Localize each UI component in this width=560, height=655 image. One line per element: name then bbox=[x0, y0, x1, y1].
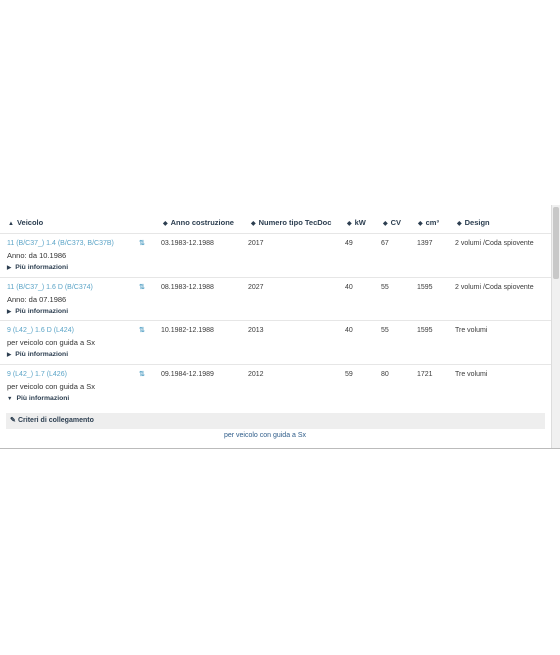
vehicle-note: per veicolo con guida a Sx bbox=[7, 382, 95, 391]
header-tecdoc[interactable]: ◆ Numero tipo TecDoc bbox=[251, 218, 332, 227]
scrollbar[interactable] bbox=[551, 205, 560, 449]
header-vehicle[interactable]: ▲ Veicolo bbox=[8, 218, 44, 227]
tecdoc-cell: 2017 bbox=[248, 240, 264, 247]
cm3-cell: 1397 bbox=[417, 240, 433, 247]
sort-icon: ◆ bbox=[418, 221, 423, 227]
caret-down-icon: ▼ bbox=[7, 396, 13, 402]
kw-cell: 59 bbox=[345, 371, 353, 378]
design-cell: Tre volumi bbox=[455, 371, 488, 378]
criteria-header bbox=[6, 413, 545, 429]
kw-cell: 49 bbox=[345, 240, 353, 247]
cv-cell: 55 bbox=[381, 284, 389, 291]
vehicle-detail-icon[interactable]: ⇅ bbox=[139, 327, 145, 334]
cv-cell: 80 bbox=[381, 371, 389, 378]
vehicle-note: Anno: da 07.1986 bbox=[7, 295, 67, 304]
divider bbox=[0, 233, 552, 234]
sort-icon: ◆ bbox=[457, 221, 462, 227]
vehicle-detail-icon[interactable]: ⇅ bbox=[139, 240, 145, 247]
tecdoc-cell: 2027 bbox=[248, 284, 264, 291]
tecdoc-cell: 2012 bbox=[248, 371, 264, 378]
criteria-text: per veicolo con guida a Sx bbox=[223, 432, 307, 439]
year-cell: 09.1984-12.1989 bbox=[161, 371, 214, 378]
cm3-cell: 1721 bbox=[417, 371, 433, 378]
year-cell: 10.1982-12.1988 bbox=[161, 327, 214, 334]
more-info-toggle[interactable]: ▶ Più informazioni bbox=[7, 308, 69, 315]
kw-cell: 40 bbox=[345, 284, 353, 291]
divider bbox=[0, 364, 552, 365]
cm3-cell: 1595 bbox=[417, 284, 433, 291]
divider bbox=[0, 277, 552, 278]
criteria-title: Criteri di collegamento bbox=[18, 417, 94, 424]
header-cm3[interactable]: ◆ cm³ bbox=[418, 218, 439, 227]
more-info-toggle[interactable]: ▼ Più informazioni bbox=[7, 395, 70, 402]
year-cell: 08.1983-12.1988 bbox=[161, 284, 214, 291]
divider bbox=[0, 320, 552, 321]
sort-icon: ◆ bbox=[163, 221, 168, 227]
cm3-cell: 1595 bbox=[417, 327, 433, 334]
table-header bbox=[0, 213, 552, 233]
design-cell: 2 volumi /Coda spiovente bbox=[455, 240, 534, 247]
design-cell: Tre volumi bbox=[455, 327, 488, 334]
header-year[interactable]: ◆ Anno costruzione bbox=[163, 218, 234, 227]
vehicle-link[interactable]: 9 (L42_) 1.7 (L426) bbox=[7, 371, 67, 378]
header-cv[interactable]: ◆ CV bbox=[383, 218, 402, 227]
more-info-toggle[interactable]: ▶ Più informazioni bbox=[7, 351, 69, 358]
sort-icon: ◆ bbox=[347, 221, 352, 227]
scrollbar-thumb[interactable] bbox=[553, 207, 559, 279]
cv-cell: 55 bbox=[381, 327, 389, 334]
more-info-toggle[interactable]: ▶ Più informazioni bbox=[7, 264, 69, 271]
header-design[interactable]: ◆ Design bbox=[457, 218, 490, 227]
vehicle-note: Anno: da 10.1986 bbox=[7, 251, 67, 260]
kw-cell: 40 bbox=[345, 327, 353, 334]
vehicle-detail-icon[interactable]: ⇅ bbox=[139, 284, 145, 291]
pencil-icon: ✎ bbox=[10, 417, 16, 424]
vehicle-link[interactable]: 11 (B/C37_) 1.4 (B/C373, B/C37B) bbox=[7, 240, 114, 247]
year-cell: 03.1983-12.1988 bbox=[161, 240, 214, 247]
sort-up-icon: ▲ bbox=[8, 221, 14, 227]
vehicle-link[interactable]: 9 (L42_) 1.6 D (L424) bbox=[7, 327, 74, 334]
sort-icon: ◆ bbox=[251, 221, 256, 227]
design-cell: 2 volumi /Coda spiovente bbox=[455, 284, 534, 291]
header-kw[interactable]: ◆ kW bbox=[347, 218, 366, 227]
cv-cell: 67 bbox=[381, 240, 389, 247]
caret-right-icon: ▶ bbox=[7, 309, 12, 315]
sort-icon: ◆ bbox=[383, 221, 388, 227]
vehicle-note: per veicolo con guida a Sx bbox=[7, 338, 95, 347]
caret-right-icon: ▶ bbox=[7, 265, 12, 271]
vehicle-detail-icon[interactable]: ⇅ bbox=[139, 371, 145, 378]
tecdoc-cell: 2013 bbox=[248, 327, 264, 334]
vehicle-link[interactable]: 11 (B/C37_) 1.6 D (B/C374) bbox=[7, 284, 93, 291]
divider bbox=[0, 448, 560, 449]
caret-right-icon: ▶ bbox=[7, 352, 12, 358]
